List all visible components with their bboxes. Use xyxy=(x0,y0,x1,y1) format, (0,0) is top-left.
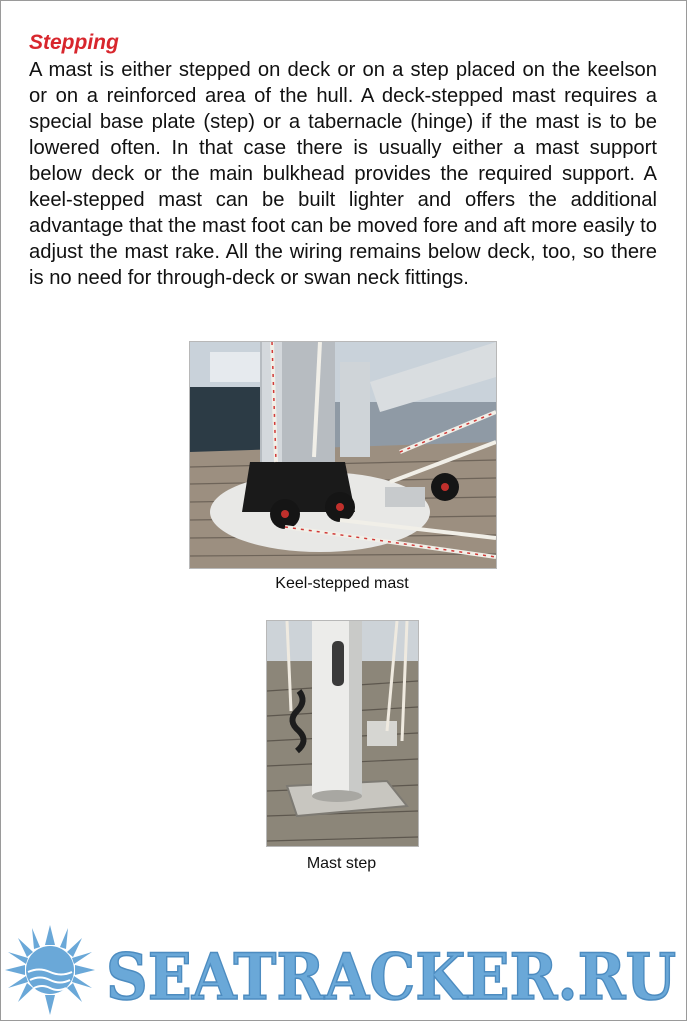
keel-stepped-mast-photo xyxy=(189,341,497,569)
mast-step-photo xyxy=(266,620,419,847)
mast-step-caption: Mast step xyxy=(306,855,377,872)
keel-stepped-mast-caption: Keel-stepped mast xyxy=(275,575,409,592)
section-body-text: A mast is either stepped on deck or on a step placed on the keelson or on a reinforced area of the hull. A deck-stepped mast requires a special base plate (step) or a tabernacle (hinge) if the mast is to be lowered often. In that case there is usually either a mast support below deck or the main bulkhead provides the required support. A keel-stepped mast can be built lighter and offers the additional advantage that the mast foot can be moved fore and aft more easily to adjust the mast rake. All the wiring remains below deck, too, so there is no need for through-deck or swan neck fittings. xyxy=(29,59,657,289)
seatracker-watermark xyxy=(0,900,687,1021)
sun-wave-logo-icon xyxy=(5,925,95,1015)
section-heading: Stepping xyxy=(29,31,119,54)
watermark-text: SEATRACKER.RU xyxy=(106,940,676,1015)
